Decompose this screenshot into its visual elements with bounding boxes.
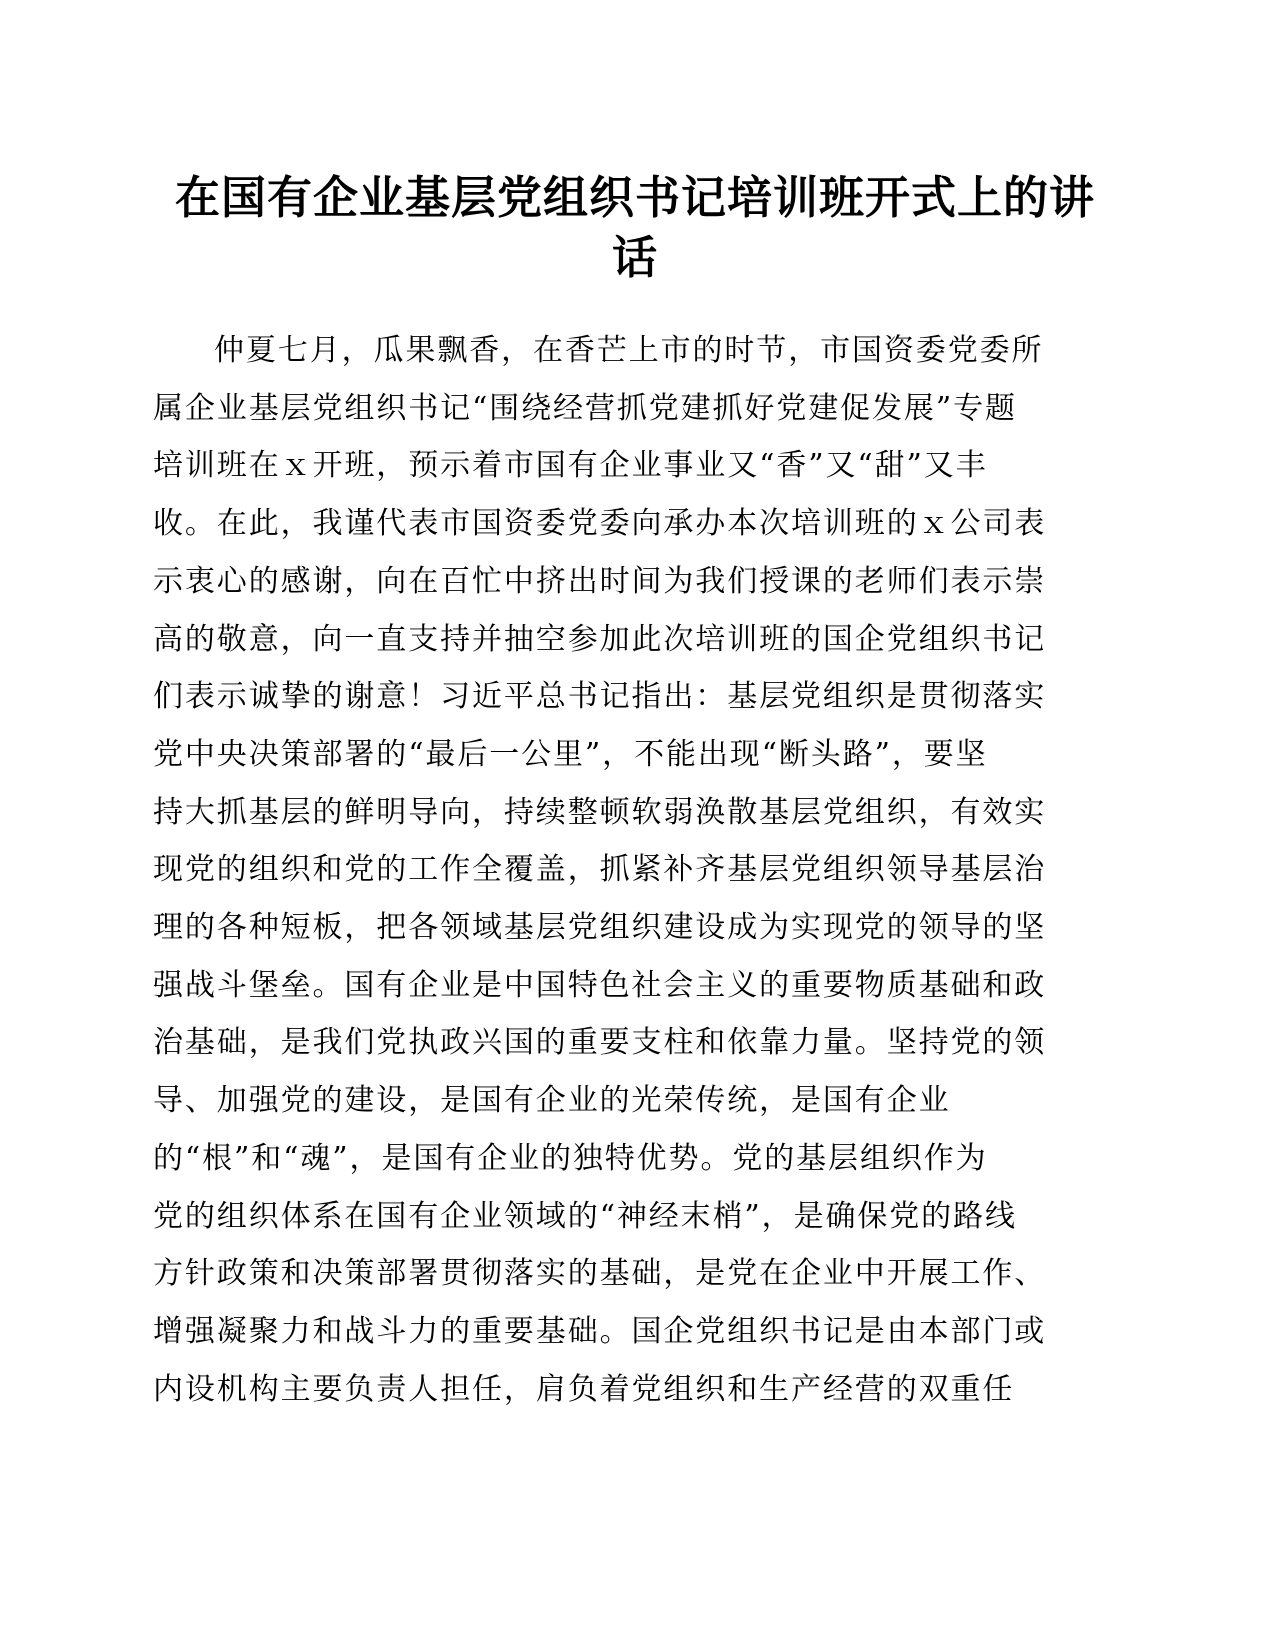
- body-line: 党的组织体系在国有企业领域的“神经末梢”，是确保党的路线: [153, 1198, 1017, 1234]
- body-line: 方针政策和决策部署贯彻落实的基础，是党在企业中开展工作、: [153, 1256, 1047, 1292]
- body-line: 仲夏七月，瓜果飘香，在香芒上市的时节，市国资委党委所: [214, 333, 1044, 368]
- body-line: 高的敬意，向一直支持并抽空参加此次培训班的国企党组织书记: [153, 621, 1047, 657]
- body-paragraph: [153, 322, 1083, 1418]
- body-line: 现党的组织和党的工作全覆盖，抓紧补齐基层党组织领导基层治: [153, 852, 1047, 888]
- body-line: 培训班在ｘ开班，预示着市国有企业事业又“香”又“甜”又丰: [153, 448, 988, 484]
- title-line-2: 话: [611, 231, 658, 284]
- body-line: 收。在此，我谨代表市国资委党委向承办本次培训班的ｘ公司表: [153, 506, 1047, 542]
- body-line: 属企业基层党组织书记“围绕经营抓党建抓好党建促发展”专题: [153, 390, 1017, 426]
- body-line: 党中央决策部署的“最后一公里”，不能出现“断头路”，要坚: [153, 736, 988, 772]
- body-line: 的“根”和“魂”，是国有企业的独特优势。党的基层组织作为: [153, 1140, 988, 1176]
- body-line: 强战斗堡垒。国有企业是中国特色社会主义的重要物质基础和政: [153, 967, 1047, 1003]
- document-title: [150, 168, 1120, 288]
- body-line: 持大抓基层的鲜明导向，持续整顿软弱涣散基层党组织，有效实: [153, 794, 1047, 830]
- body-line: 治基础，是我们党执政兴国的重要支柱和依靠力量。坚持党的领: [153, 1025, 1047, 1061]
- body-line: 理的各种短板，把各领域基层党组织建设成为实现党的领导的坚: [153, 910, 1047, 946]
- body-line: 增强凝聚力和战斗力的重要基础。国企党组织书记是由本部门或: [153, 1313, 1047, 1349]
- title-line-1: 在国有企业基层党组织书记培训班开式上的讲: [174, 171, 1095, 224]
- body-line: 们表示诚挚的谢意！习近平总书记指出：基层党组织是贯彻落实: [153, 679, 1047, 715]
- body-line: 导、加强党的建设，是国有企业的光荣传统，是国有企业: [153, 1083, 951, 1119]
- body-line: 示衷心的感谢，向在百忙中挤出时间为我们授课的老师们表示崇: [153, 563, 1047, 599]
- body-line: 内设机构主要负责人担任，肩负着党组织和生产经营的双重任: [153, 1371, 1015, 1407]
